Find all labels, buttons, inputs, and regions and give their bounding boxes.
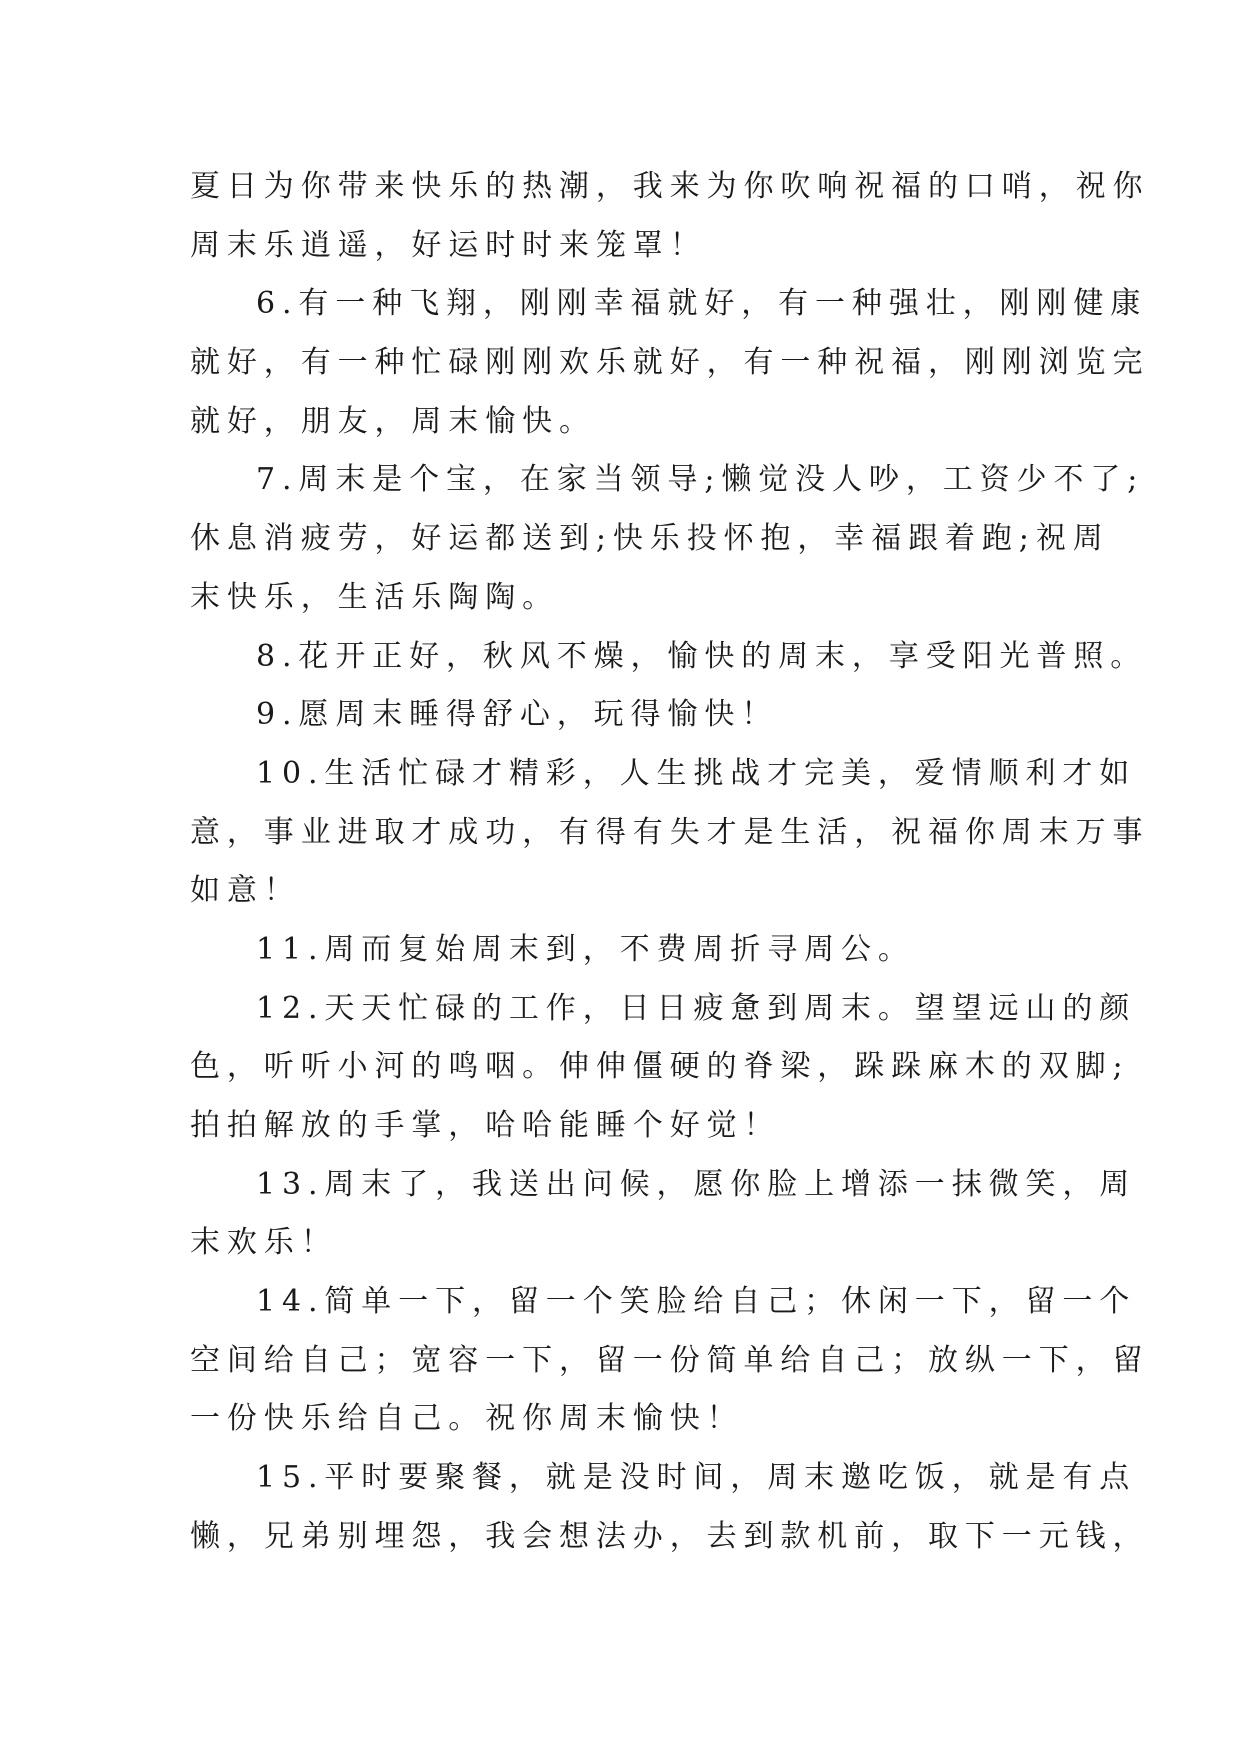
paragraph-start-8: 8.花开正好，秋风不燥，愉快的周末，享受阳光普照。 <box>256 638 1148 674</box>
document-body <box>190 158 1150 1567</box>
text-line: 周末乐逍遥，好运时时来笼罩！ <box>190 227 707 263</box>
paragraph-start-7: 7.周末是个宝，在家当领导;懒觉没人吵，工资少不了; <box>256 462 1145 498</box>
text-line: 休息消疲劳，好运都送到;快乐投怀抱，幸福跟着跑;祝周 <box>190 521 1110 557</box>
paragraph-start-10: 10.生活忙碌才精彩，人生挑战才完美，爱情顺利才如 <box>256 755 1137 791</box>
paragraph-start-14: 14.简单一下，留一个笑脸给自己；休闲一下，留一个 <box>256 1284 1137 1320</box>
paragraph-start-11: 11.周而复始周末到，不费周折寻周公。 <box>256 931 915 967</box>
text-line: 夏日为你带来快乐的热潮，我来为你吹响祝福的口哨，祝你 <box>190 169 1150 204</box>
text-line: 拍拍解放的手掌，哈哈能睡个好觉！ <box>190 1108 781 1143</box>
paragraph-start-6: 6.有一种飞翔，刚刚幸福就好，有一种强壮，刚刚健康 <box>256 286 1148 322</box>
text-line: 色，听听小河的鸣咽。伸伸僵硬的脊梁，跺跺麻木的双脚; <box>190 1049 1130 1085</box>
text-line: 如意！ <box>190 873 301 909</box>
text-line: 懒，兄弟别埋怨，我会想法办，去到款机前，取下一元钱， <box>190 1518 1150 1554</box>
paragraph-start-9: 9.愿周末睡得舒心，玩得愉快！ <box>256 697 779 733</box>
text-line: 空间给自己；宽容一下，留一份简单给自己；放纵一下，留 <box>190 1342 1150 1378</box>
text-line: 意，事业进取才成功，有得有失才是生活，祝福你周末万事 <box>190 814 1150 850</box>
text-line: 一份快乐给自己。祝你周末愉快！ <box>190 1401 744 1437</box>
text-line: 就好，朋友，周末愉快。 <box>190 403 596 439</box>
text-line: 末欢乐！ <box>190 1225 338 1261</box>
paragraph-start-12: 12.天天忙碌的工作，日日疲惫到周末。望望远山的颜 <box>256 990 1137 1026</box>
paragraph-start-15: 15.平时要聚餐，就是没时间，周末邀吃饭，就是有点 <box>256 1460 1137 1496</box>
text-line: 末快乐，生活乐陶陶。 <box>190 579 559 615</box>
text-line: 就好，有一种忙碌刚刚欢乐就好，有一种祝福，刚刚浏览完 <box>190 345 1150 381</box>
paragraph-start-13: 13.周末了，我送出问候，愿你脸上增添一抹微笑，周 <box>256 1166 1137 1202</box>
